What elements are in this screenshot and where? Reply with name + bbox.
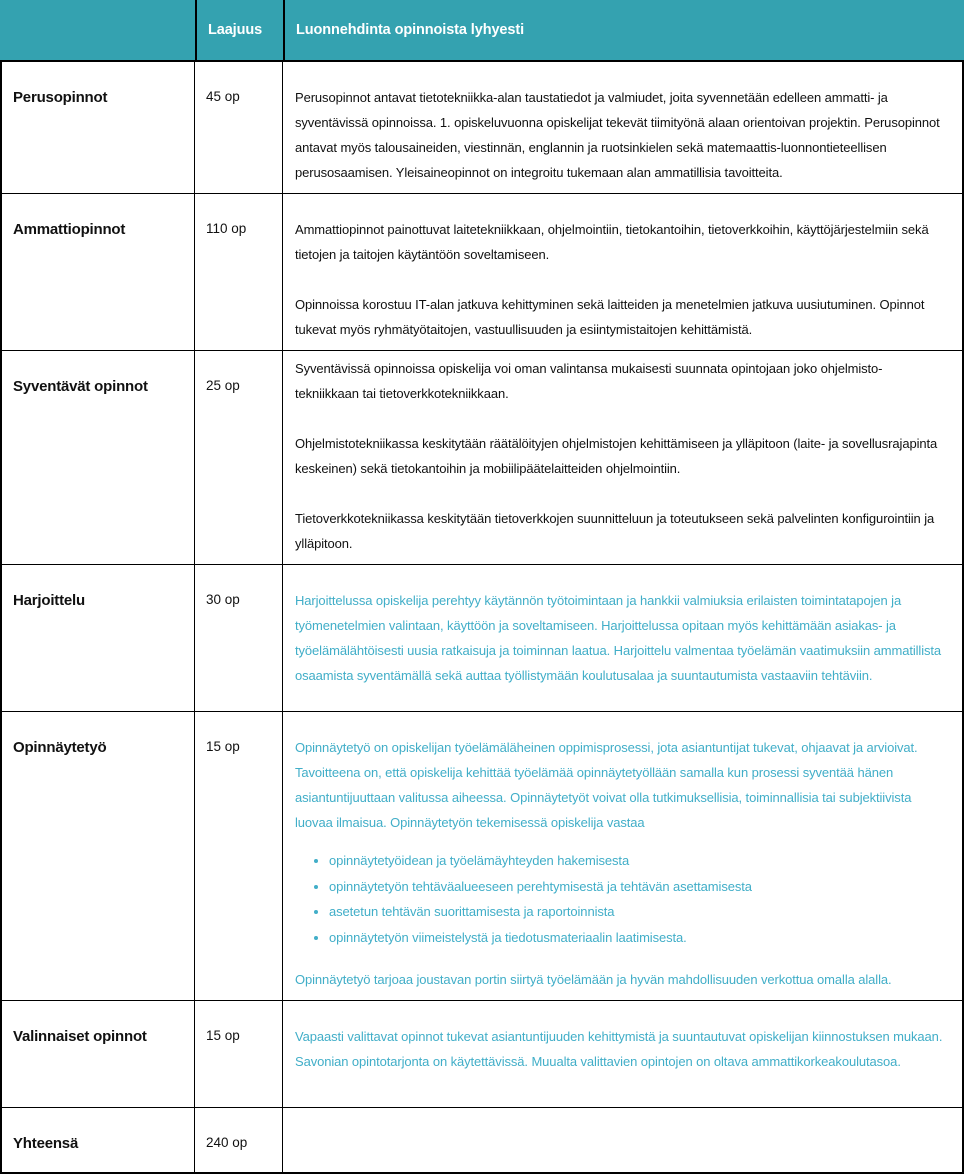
description-paragraph: Perusopinnot antavat tietotekniikka-alan taustatiedot ja valmiudet, joita syvennetään edelleen ammatti- ja syventävissä opinnoissa. 1. opiskeluvuonna opiskelijat tekevät tiimityönä alaan orientoivan projektin. Perusopinnot antavat myös talousaineiden, viestinnän, englannin ja ruotsinkielen sekä matemaattis-luonnontieteellisen perusosaamisen. Yleisaineopinnot on integroitu tukemaan alan ammatillisia tavoitteita. — [295, 90, 940, 180]
header-cell-description: Luonnehdinta opinnoista lyhyesti — [283, 0, 964, 60]
row-label: Perusopinnot — [13, 89, 108, 106]
header-cell-empty — [0, 0, 195, 60]
row-extent-cell — [195, 194, 283, 350]
row-extent: 30 op — [206, 592, 240, 607]
row-label: Syventävät opinnot — [13, 378, 148, 395]
row-description-cell — [283, 1108, 962, 1172]
row-label: Valinnaiset opinnot — [13, 1028, 147, 1045]
table-row — [2, 1001, 962, 1108]
bullet-item: • opinnäytetyön tehtäväalueeseen perehtymisestä ja tehtävän asettamisesta — [329, 874, 946, 900]
description-paragraph: Opinnoissa korostuu IT-alan jatkuva kehittyminen sekä laitteiden ja menetelmien jatkuva uusiutuminen. Opinnot tukevat myös ryhmätyötaitojen, vastuullisuuden ja esiintymistaitojen kehittämistä. — [295, 297, 925, 337]
row-description-cell — [283, 712, 962, 1000]
row-extent: 110 op — [206, 221, 247, 236]
row-label: Harjoittelu — [13, 592, 85, 609]
row-label-cell — [2, 1001, 195, 1107]
row-label-cell — [2, 194, 195, 350]
description-paragraph: Ammattiopinnot painottuvat laitetekniikkaan, ohjelmointiin, tietokantoihin, tietoverkkoihin, käyttöjärjestelmiin sekä tietojen ja taitojen käytäntöön soveltamiseen. — [295, 222, 929, 262]
row-label-cell — [2, 565, 195, 711]
row-extent-cell — [195, 1108, 283, 1172]
row-description-cell — [283, 1001, 962, 1107]
table-row — [2, 1108, 962, 1172]
row-extent-cell — [195, 712, 283, 1000]
description-paragraph: Opinnäytetyö on opiskelijan työelämäläheinen oppimisprosessi, jota asiantuntijat tukevat, ohjaavat ja arvioivat. Tavoitteena on, että opiskelija kehittää työelämää opinnäytetyöllään samalla kun prosessi syventää hänen asiantuntijuuttaan valitussa aiheessa. Opinnäytetyöt voivat olla tutkimuksellisia, toiminnallisia tai subjektiivista luovaa ilmaisua. Opinnäytetyön tekemisessä opiskelija vastaa — [295, 740, 918, 830]
table-row — [2, 194, 962, 351]
bullet-list — [295, 848, 946, 950]
description-paragraph: Syventävissä opinnoissa opiskelija voi oman valintansa mukaisesti suunnata opintojaan joko ohjelmisto-tekniikkaan tai tietoverkkotekniikkaan. — [295, 361, 883, 401]
table-row — [2, 62, 962, 194]
description-paragraph: Vapaasti valittavat opinnot tukevat asiantuntijuuden kehittymistä ja suuntautuvat opiskelijan kiinnostuksen mukaan. Savonian opintotarjonta on käytettävissä. Muualta valittavien opintojen on oltava ammattikorkeakoulutasoa. — [295, 1029, 943, 1069]
header-cell-laajuus: Laajuus — [195, 0, 283, 60]
description-paragraph: Ohjelmistotekniikassa keskitytään räätälöityjen ohjelmistojen kehittämiseen ja ylläpitoon (laite- ja sovellusrajapinta keskeinen) sekä tietokantoihin ja mobiilipäätelaitteiden ohjelmointiin. — [295, 436, 938, 476]
description-paragraph: Tietoverkkotekniikassa keskitytään tietoverkkojen suunnitteluun ja toteutukseen sekä palvelinten konfigurointiin ja ylläpitoon. — [295, 511, 935, 551]
row-description-cell — [283, 565, 962, 711]
row-extent-cell — [195, 565, 283, 711]
table-row — [2, 351, 962, 565]
row-extent-cell — [195, 351, 283, 564]
table-header-row — [0, 0, 964, 62]
row-label-cell — [2, 62, 195, 193]
table-body — [0, 62, 964, 1174]
row-label-cell — [2, 712, 195, 1000]
row-label-cell — [2, 1108, 195, 1172]
row-label: Opinnäytetyö — [13, 739, 107, 756]
description-paragraph: Harjoittelussa opiskelija perehtyy käytännön työtoimintaan ja hankkii valmiuksia erilaisten toimintatapojen ja työmenetelmien valintaan, käyttöön ja soveltamiseen. Harjoittelussa opitaan myös kehittämään asiakas- ja työelämälähtöisesti uusia ratkaisuja ja toiminnan laatua. Harjoittelu valmentaa työelämän vaatimuksiin ammatillista osaamista syventämällä sekä auttaa työllistymään koulutusalaa ja suuntautumista vastaaviin tehtäviin. — [295, 593, 942, 683]
row-description-cell — [283, 351, 962, 564]
row-extent: 25 op — [206, 378, 240, 393]
row-extent: 240 op — [206, 1135, 248, 1150]
row-label: Ammattiopinnot — [13, 221, 126, 238]
description-closing-paragraph: Opinnäytetyö tarjoaa joustavan portin siirtyä työelämään ja hyvän mahdollisuuden verkottua omalla alalla. — [295, 972, 892, 987]
bullet-item: • opinnäytetyöidean ja työelämäyhteyden hakemisesta — [329, 848, 946, 874]
row-label: Yhteensä — [13, 1135, 79, 1152]
row-description-cell — [283, 62, 962, 193]
table-row — [2, 712, 962, 1001]
row-description-cell — [283, 194, 962, 350]
row-extent-cell — [195, 62, 283, 193]
row-extent: 45 op — [206, 89, 240, 104]
row-extent: 15 op — [206, 1028, 240, 1043]
row-extent-cell — [195, 1001, 283, 1107]
bullet-item: • asetetun tehtävän suorittamisesta ja raportoinnista — [329, 899, 946, 925]
bullet-item: • opinnäytetyön viimeistelystä ja tiedotusmateriaalin laatimisesta. — [329, 925, 946, 951]
row-extent: 15 op — [206, 739, 240, 754]
row-label-cell — [2, 351, 195, 564]
table-row — [2, 565, 962, 712]
